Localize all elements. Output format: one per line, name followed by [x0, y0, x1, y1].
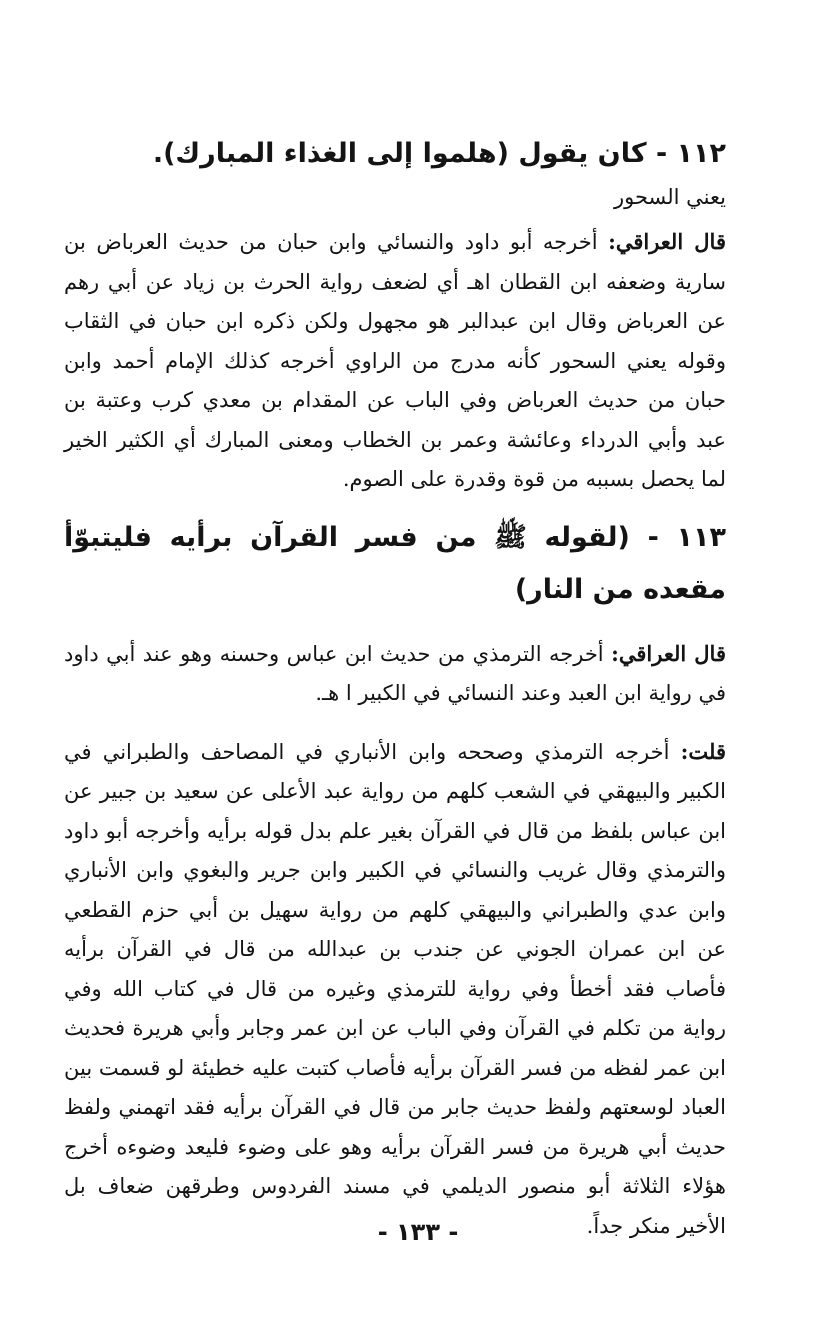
- qultu-label: قلت:: [680, 738, 726, 764]
- section-112-commentary: [64, 222, 726, 500]
- section-113-heading: ١١٣ - (لقوله ﷺ من فسر القرآن برأيه فليتبوّأ مقعده من النار): [64, 521, 726, 605]
- page-number: - ١٣٣ -: [377, 1218, 459, 1246]
- iraqi-label: قال العراقي:: [608, 229, 726, 254]
- section-112-subline: يعني السحور: [613, 185, 726, 209]
- iraqi-label: قال العراقي:: [611, 640, 726, 666]
- section-113-qultu: [64, 732, 726, 1247]
- commentary-text: أخرجه أبو داود والنسائي وابن حبان من حديث العرباض بن سارية وضعفه ابن القطان اهـ أي لضعف رواية الحرث بن زياد عن أبي رهم عن العرباض وقال ابن عبدالبر هو مجهول ولكن ذكره ابن حبان في الثقاب وقوله يعني السحور كأنه مدرج من الراوي أخرجه كذلك الإمام أحمد وابن حبان من حديث العرباض وفي الباب عن المقدام بن معدي كرب وعتبة بن عبد وأبي الدرداء وعائشة وعمر بن الخطاب ومعنى المبارك أي الكثير الخير لما يحصل بسببه من قوة وقدرة على الصوم.: [64, 230, 726, 491]
- page-body: [64, 128, 726, 1246]
- qultu-text: أخرجه الترمذي وصححه وابن الأنباري في المصاحف والطبراني في الكبير والبيهقي في الشعب كلهم من رواية عبد الأعلى عن سعيد بن جبير عن ابن عباس بلفظ من قال في القرآن بغير علم بدل قوله برأيه وأخرجه أبو داود والترمذي وقال غريب والنسائي في الكبير وابن جرير والبغوي وابن الأنباري وابن عدي والطبراني والبيهقي كلهم من رواية سهيل بن أبي حزم القطعي عن ابن عمران الجوني عن جندب بن عبدالله من قال في القرآن برأيه فأصاب فقد أخطأ وفي رواية للترمذي وغيره من قال في كتاب الله وفي رواية من تكلم في القرآن وفي الباب عن ابن عمر وجابر وأبي هريرة فحديث ابن عمر لفظه من فسر القرآن برأيه فأصاب كتبت عليه خطيئة لو قسمت بين العباد لوسعتهم ولفظ حديث جابر من قال في القرآن برأيه فقد اتهمني ولفظ حديث أبي هريرة من فسر القرآن برأيه وهو على وضوء فليعد وضوءه أخرج هؤلاء الثلاثة أبو منصور الديلمي في مسند الفردوس وطرقهن ضعاف بل الأخير منكر جداً.: [64, 739, 726, 1238]
- section-113-iraqi: [64, 634, 726, 714]
- iraqi-text: أخرجه الترمذي من حديث ابن عباس وحسنه وهو عند أبي داود في رواية ابن العبد وعند النسائي في الكبير ا هـ.: [64, 641, 726, 705]
- section-112-heading: ١١٢ - كان يقول (هلموا إلى الغذاء المبارك).: [152, 138, 726, 169]
